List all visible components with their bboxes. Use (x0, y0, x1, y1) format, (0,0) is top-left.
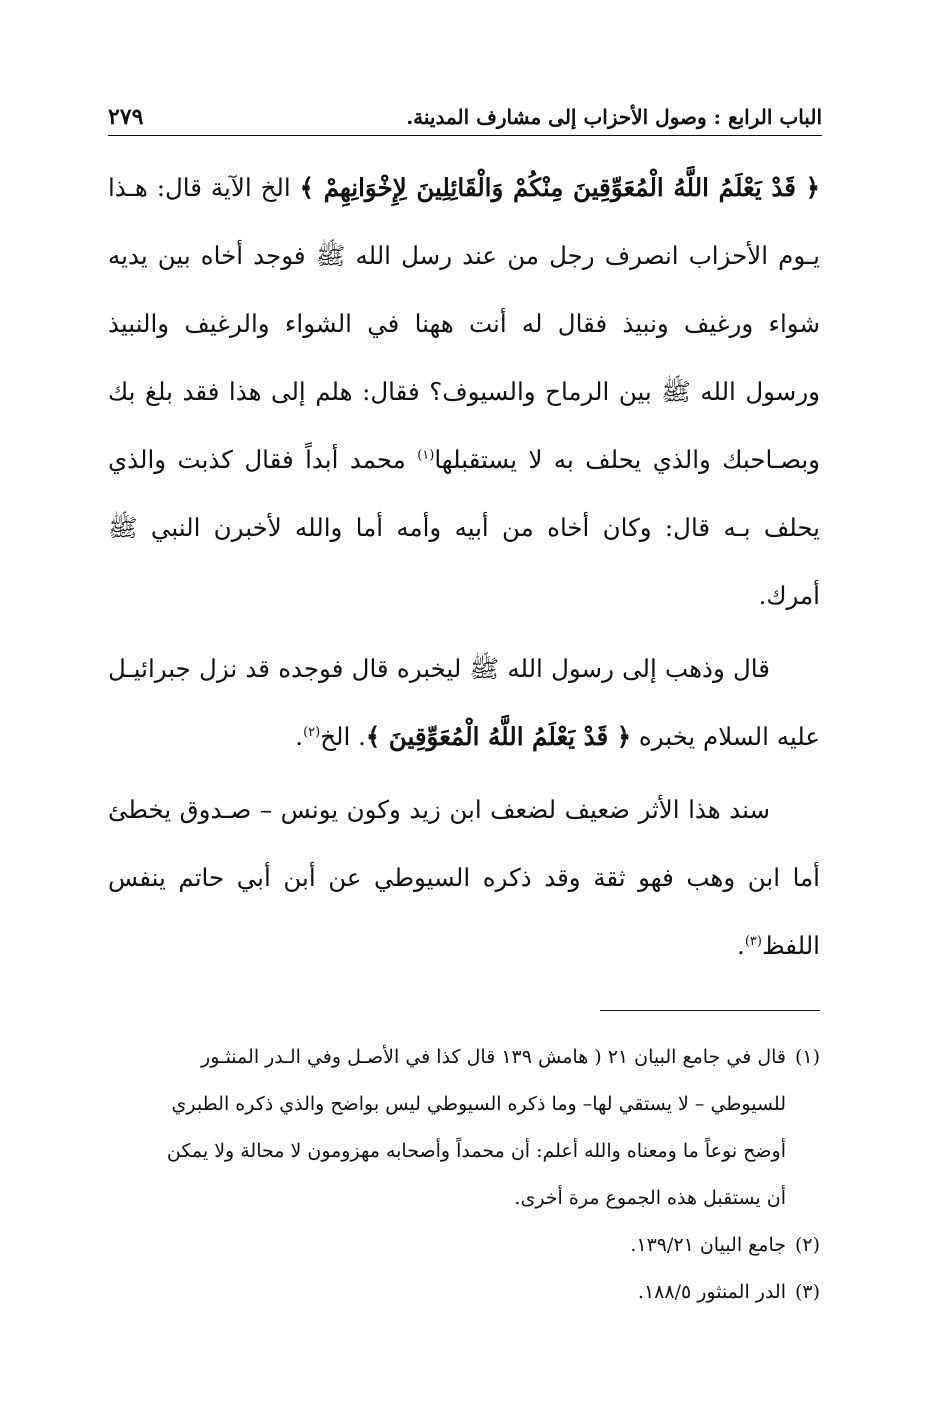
quran-verse: ﴿ قَدْ يَعْلَمُ اللَّهُ الْمُعَوِّقِينَ مِنْكُمْ وَالْقَائِلِينَ لِإِخْوَانِهِمْ ﴾ (299, 173, 821, 202)
paragraph (108, 154, 820, 630)
text-run: . الخ (320, 722, 366, 751)
footnote-marker: (٣) (744, 933, 762, 949)
text-run: . (295, 722, 304, 751)
footnote-text: قال في جامع البيان ٢١ ( هامش ١٣٩ قال كذا في الأصـل وفي الـدر المنثـور (201, 1046, 786, 1068)
footnote-text: الدر المنثور ١٨٨/٥. (637, 1281, 786, 1303)
footnote (108, 1034, 820, 1081)
footnote-continuation: أن يستقبل هذه الجموع مرة أخرى. (514, 1187, 786, 1209)
page-number: ٢٧٩ (108, 104, 144, 130)
footnote-separator (600, 1010, 820, 1011)
paragraph (108, 635, 820, 771)
footnote (108, 1222, 820, 1269)
text-run: . (737, 931, 745, 960)
text-run: الخ الآية قال: هـذا يـوم الأحزاب انصرف رجل من عند رسل الله ﷺ فوجد أخاه بين يديه شواء ورغيف ونبيذ فقال له أنت ههنا في الشواء والرغيف والنبيذ ورسول الله ﷺ بين الرماح والسيوف؟ فقال: هلم إلى هذا فقد بلغ بك وبصـاحبك والذي يحلف به لا يستقبلها (108, 173, 820, 474)
footnotes (108, 1034, 820, 1316)
main-text (108, 154, 820, 980)
footnote-marker: (١) (417, 447, 435, 463)
footnote (108, 1269, 820, 1316)
footnote-number: (١) (794, 1046, 820, 1068)
paragraph (108, 776, 820, 980)
footnote-continuation: أوضح نوعاً ما ومعناه والله أعلم: أن محمداً وأصحابه مهزومون لا محالة ولا يمكن (166, 1140, 786, 1162)
text-run: قال وذهب إلى رسول الله ﷺ ليخبره قال فوجده قد نزل جبرائيـل عليه السلام يخبره (108, 654, 820, 751)
chapter-title: الباب الرابع : وصول الأحزاب إلى مشارف المدينة. (406, 105, 822, 129)
footnote-continuation: للسيوطي – لا يستقي لها– وما ذكره السيوطي ليس بواضح والذي ذكره الطبري (171, 1093, 786, 1115)
quran-verse: ﴿ قَدْ يَعْلَمُ اللَّهُ الْمُعَوِّقِينَ ﴾ (365, 722, 632, 751)
footnote-marker: (٢) (303, 724, 321, 740)
running-header (108, 100, 822, 134)
header-rule (108, 135, 822, 136)
footnote-number: (٣) (794, 1281, 820, 1303)
footnote-number: (٢) (794, 1234, 820, 1256)
footnote-text: جامع البيان ١٣٩/٢١. (630, 1234, 786, 1256)
text-run: سند هذا الأثر ضعيف لضعف ابن زيد وكون يونس – صـدوق يخطئ أما ابن وهب فهو ثقة وقد ذكره السيوطي عن أبن أبي حاتم ينفس اللفظ (108, 795, 820, 960)
text-run: محمد أبداً فقال كذبت والذي يحلف بـه قال: وكان أخاه من أبيه وأمه أما والله لأخبرن النبي ﷺ أمرك. (108, 445, 820, 610)
